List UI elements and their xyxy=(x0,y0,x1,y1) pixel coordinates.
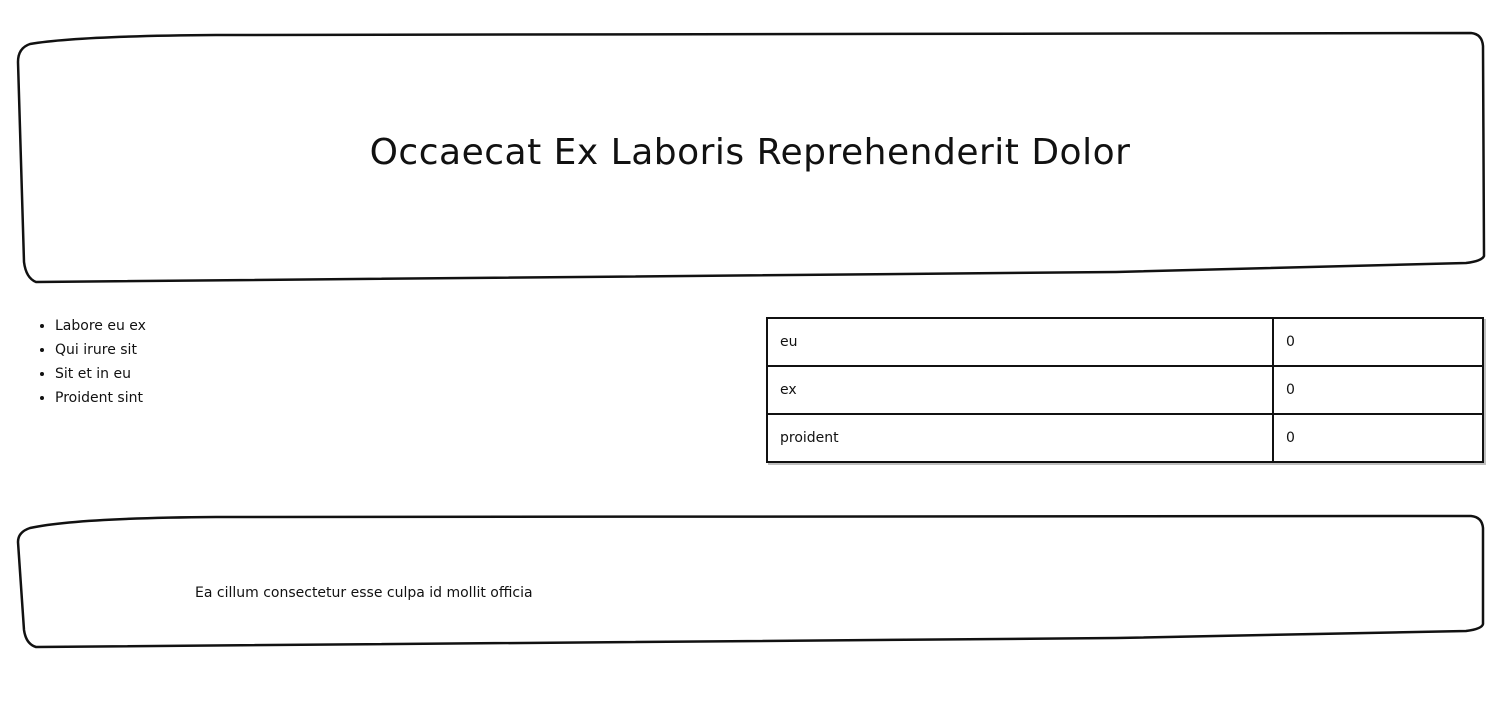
table-cell-key: ex xyxy=(767,366,1273,414)
table-cell-value: 0 xyxy=(1273,318,1483,366)
list-item: • Labore eu ex xyxy=(55,314,146,338)
bullet-list xyxy=(32,314,146,410)
footer-text: Ea cillum consectetur esse culpa id mollit officia xyxy=(195,585,533,601)
table-cell-key: proident xyxy=(767,414,1273,462)
list-item: • Sit et in eu xyxy=(55,362,146,386)
table-cell-value: 0 xyxy=(1273,366,1483,414)
table-row xyxy=(767,414,1483,462)
list-item: • Qui irure sit xyxy=(55,338,146,362)
data-table xyxy=(766,317,1484,463)
page-title: Occaecat Ex Laboris Reprehenderit Dolor xyxy=(369,132,1131,173)
footer-border xyxy=(16,514,1488,654)
footer-card xyxy=(16,514,1484,650)
header-card xyxy=(16,32,1484,284)
table-cell-value: 0 xyxy=(1273,414,1483,462)
table-row xyxy=(767,366,1483,414)
table-cell-key: eu xyxy=(767,318,1273,366)
list-item: • Proident sint xyxy=(55,386,146,410)
table-row xyxy=(767,318,1483,366)
